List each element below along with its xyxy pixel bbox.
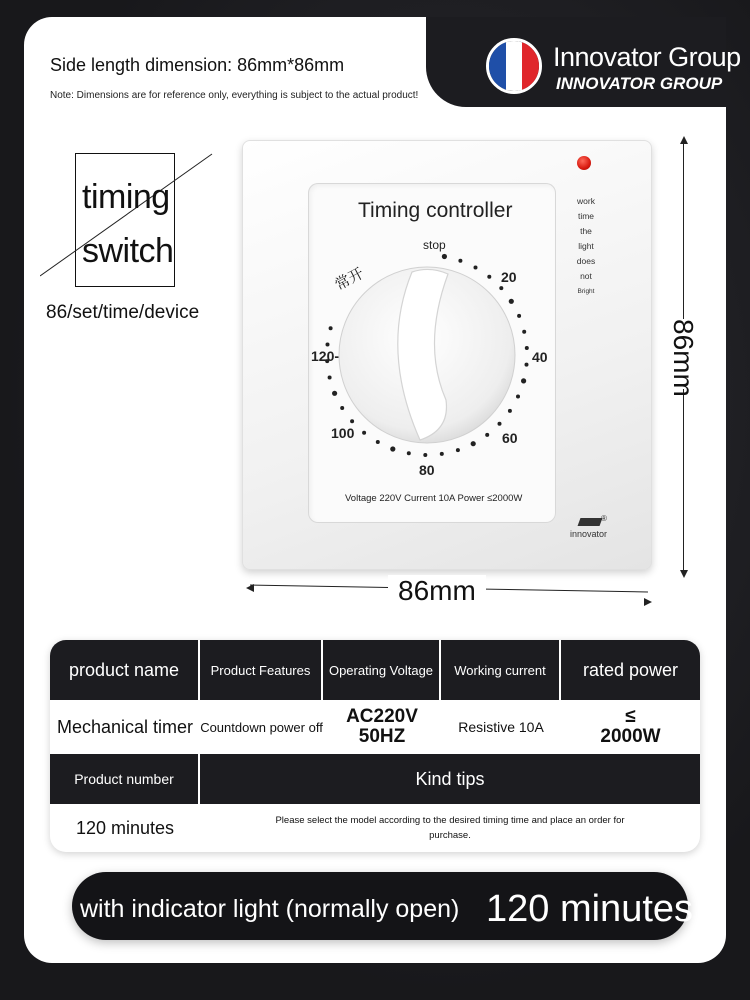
maker-logo-icon [578,518,603,526]
side-note-word: does [576,256,596,266]
header-product-name: product name [50,640,200,700]
dial-tick-dot [525,363,529,367]
variant-duration: 120 minutes [486,888,694,930]
value-working-current: Resistive 10A [458,719,544,735]
dial-tick-dot [442,254,447,259]
dial-tick-dot [517,314,521,318]
dial-tick-dot [326,343,330,347]
france-flag-icon [486,38,542,94]
dial-tick-dot [350,419,354,423]
value-operating-voltage [323,700,441,754]
arrow-right-icon [644,598,652,606]
dimension-note: Note: Dimensions are for reference only, everything is subject to the actual product! [50,90,419,101]
maker-name: innovator [570,529,608,539]
dial-tick-dot [485,433,489,437]
side-note-word: not [580,271,592,281]
header-rated-power: rated power [582,659,679,680]
dial-tick-dot [509,299,514,304]
dial-tick-dot [376,440,380,444]
voltage-line: AC220V [346,706,418,727]
arrow-left-icon [246,584,254,592]
spec-header-row [50,640,700,700]
dial-tick-dot [332,391,337,396]
power-symbol: ≤ [625,706,636,727]
dial-tick-dot [328,376,332,380]
dial-tick-dot [474,266,478,270]
dial-tick-dot [508,409,512,413]
dial-mark: 60 [502,430,518,446]
dial-tick-dot [362,431,366,435]
arrow-down-icon [680,570,688,578]
dial-stop-label: stop [423,238,446,252]
header-working-current: Working current [441,640,561,700]
vertical-dimension-label: 86mm [668,319,699,397]
value-kind-tips: Please select the model according to the desired timing time and place an order for purchase. [275,815,625,841]
dial-tick-dot [498,422,502,426]
header-kind-tips: Kind tips [415,768,485,789]
device-rating: Voltage 220V Current 10A Power ≤2000W [345,493,523,504]
dial-mark: 100 [331,425,355,441]
dial-tick-dot [456,448,460,452]
dimension-title: Side length dimension: 86mm*86mm [50,55,345,75]
dial-tick-dot [390,446,395,451]
dial-normally-open-label: 常开 [332,264,367,294]
side-note-word: work [577,196,595,206]
dial-mark: 40 [532,349,548,365]
frequency-line: 50HZ [358,726,406,747]
dial-tick-dot [521,378,526,383]
dial-tick-dot [522,330,526,334]
brand-subtitle: INNOVATOR GROUP [556,74,723,93]
dial-mark: 80 [419,462,435,478]
dial-tick-dot [516,395,520,399]
spec-table [50,640,700,852]
dial-tick-dot [407,451,411,455]
device-title: Timing controller [358,199,513,222]
dial-tick-dot [423,453,427,457]
dial-tick-dot [340,406,344,410]
dial-tick-dot [499,286,503,290]
horizontal-dimension-label: 86mm [388,575,486,607]
side-note-word: time [577,211,595,221]
value-product-number: 120 minutes [75,817,175,838]
dial-tick-dot [329,326,333,330]
header-operating-voltage: Operating Voltage [323,640,441,700]
tag-line-timing: timing [82,178,170,216]
side-note-word: the [580,226,592,236]
model-code: 86/set/time/device [46,302,200,323]
dial-tick-dot [458,259,462,263]
value-rated-power [561,700,700,754]
spec-tips-header-row [50,754,700,804]
power-value: 2000W [600,726,661,747]
arrow-up-icon [680,136,688,144]
dial-tick-dot [471,441,476,446]
registered-mark: ® [601,514,607,523]
header-product-features: Product Features [200,640,323,700]
dial-mark: 20 [501,269,517,285]
indicator-led-icon [577,156,591,170]
side-note-small: Bright [577,288,595,295]
brand-name: Innovator Group [553,42,741,72]
header-product-number: Product number [50,754,200,804]
spec-tips-row [50,804,700,852]
value-product-features: Countdown power off [200,719,323,735]
dial-mark: 120- [311,348,340,364]
dial-tick-dot [440,452,444,456]
side-note-word: light [578,241,594,251]
side-note [572,194,600,299]
variant-description: with indicator light (normally open) [80,895,460,923]
spec-value-row [50,700,700,754]
brand-badge [486,36,741,96]
dial-tick-dot [525,346,529,350]
value-product-name: Mechanical timer [56,716,194,737]
tag-line-switch: switch [82,232,174,270]
dial-tick-dot [487,275,491,279]
